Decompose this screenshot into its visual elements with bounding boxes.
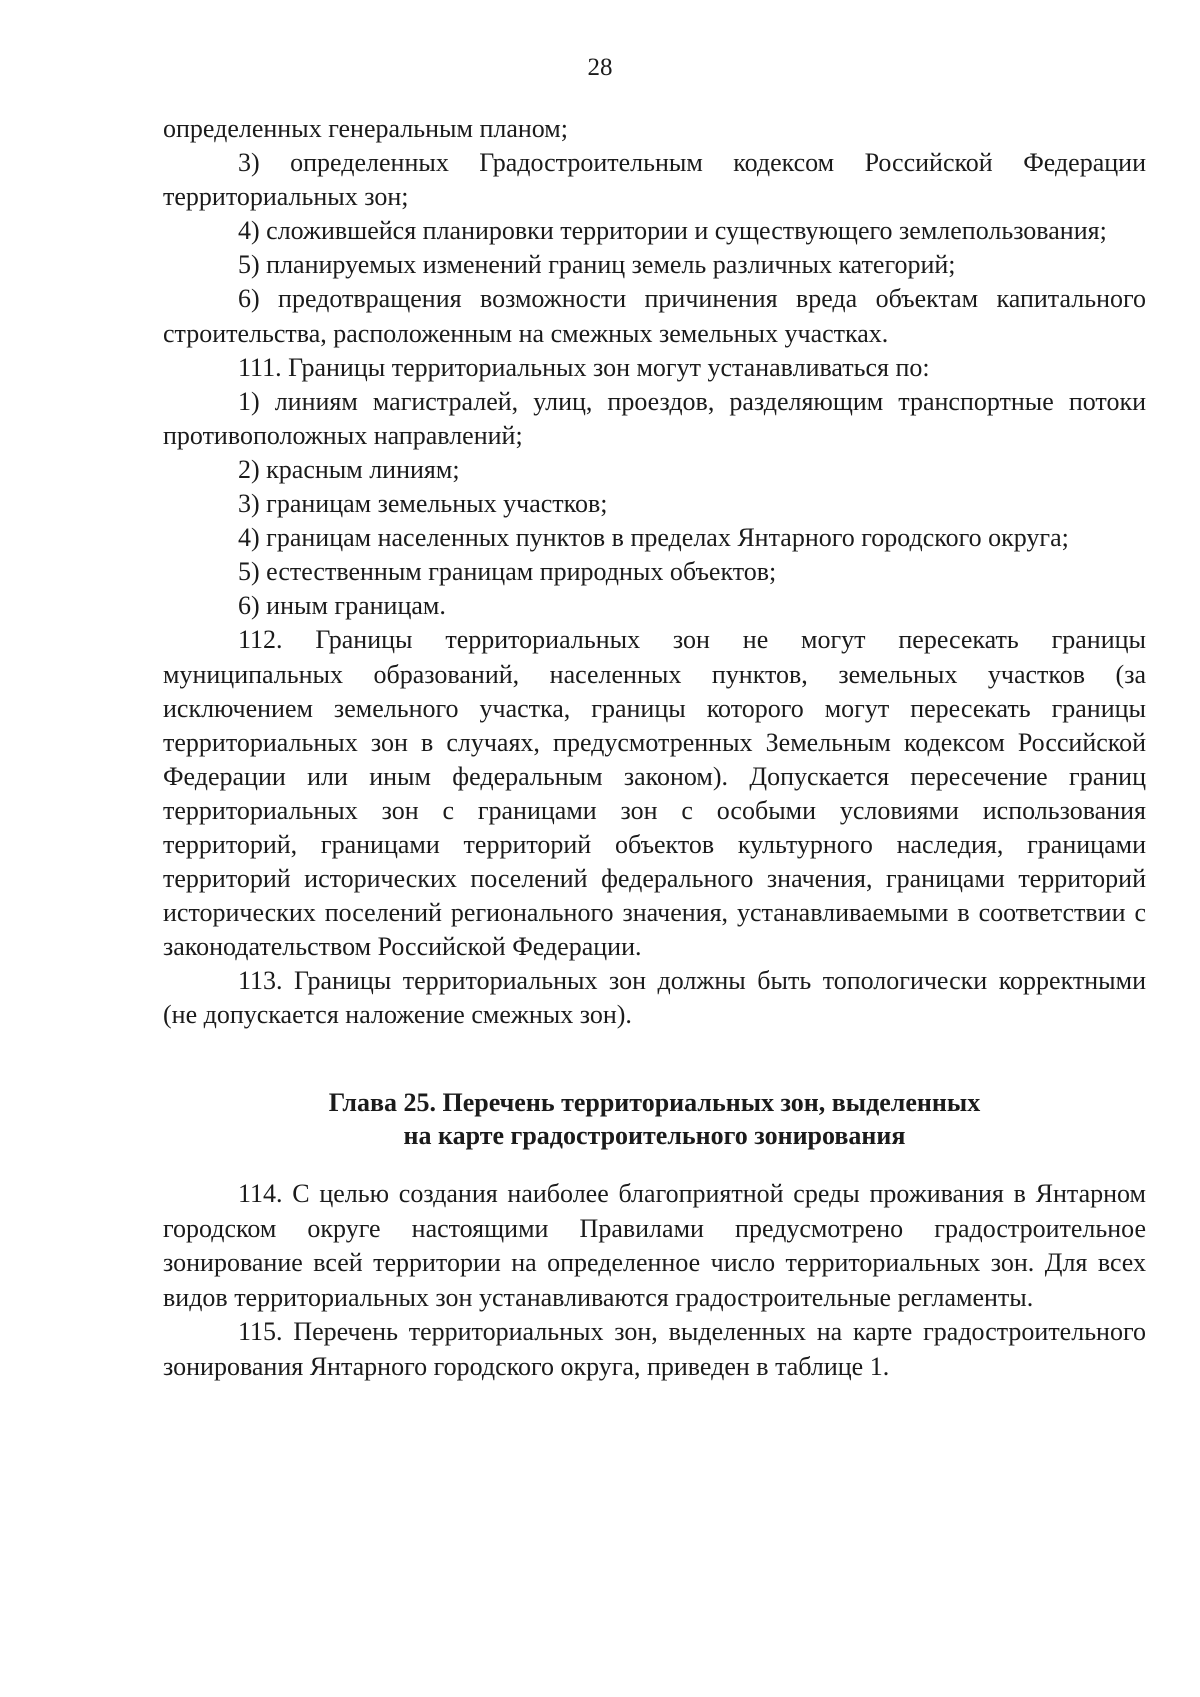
body-text-top <box>163 112 1146 1033</box>
list-item-6-harm-prevention: 6) предотвращения возможности причинения вреда объектам капитального строительства, расположенным на смежных земельных участках. <box>163 284 1146 348</box>
clause-114: 114. С целью создания наиболее благоприятной среды проживания в Янтарном городском округе настоящими Правилами предусмотрено градостроительное зонирование всей территории на определенное число территориальных зон. Для всех видов территориальных зон устанавливаются градостроительные регламенты. <box>163 1179 1146 1312</box>
page-number: 28 <box>587 54 613 81</box>
list-item-3-land-plots: 3) границам земельных участков; <box>238 489 608 519</box>
clause-111: 111. Границы территориальных зон могут устанавливаться по: <box>238 352 930 382</box>
chapter-heading-line-1: Глава 25. Перечень территориальных зон, выделенных <box>328 1088 981 1117</box>
list-item-6-other-borders: 6) иным границам. <box>238 591 446 621</box>
chapter-heading <box>163 1086 1146 1152</box>
list-item-3-zones: 3) определенных Градостроительным кодексом Российской Федерации территориальных зон; <box>163 148 1146 212</box>
list-item-2-red-lines: 2) красным линиям; <box>238 454 460 484</box>
clause-115: 115. Перечень территориальных зон, выделенных на карте градостроительного зонирования Янтарного городского округа, приведен в таблице 1. <box>163 1317 1146 1381</box>
list-item-5-land-categories: 5) планируемых изменений границ земель различных категорий; <box>238 250 956 280</box>
paragraph-continuation: определенных генеральным планом; <box>163 114 568 143</box>
clause-113: 113. Границы территориальных зон должны быть топологически корректными (не допускается наложение смежных зон). <box>163 966 1146 1030</box>
list-item-1-highways: 1) линиям магистралей, улиц, проездов, разделяющим транспортные потоки противоположных направлений; <box>163 386 1146 450</box>
list-item-4-planning: 4) сложившейся планировки территории и существующего землепользования; <box>238 216 1107 246</box>
chapter-heading-line-2: на карте градостроительного зонирования <box>403 1121 906 1150</box>
body-text-bottom <box>163 1177 1146 1384</box>
list-item-5-natural-borders: 5) естественным границам природных объектов; <box>238 557 777 587</box>
clause-112: 112. Границы территориальных зон не могут пересекать границы муниципальных образований, населенных пунктов, земельных участков (за исключением земельного участка, границы которого могут пересекать границы территориальных зон в случаях, предусмотренных Земельным кодексом Российской Федерации или иным федеральным законом). Допускается пересечение границ территориальных зон с границами зон с особыми условиями использования территорий, границами территорий объектов культурного наследия, границами территорий исторических поселений федерального значения, границами территорий исторических поселений регионального значения, устанавливаемыми в соответствии с законодательством Российской Федерации. <box>163 625 1146 962</box>
list-item-4-settlements: 4) границам населенных пунктов в пределах Янтарного городского округа; <box>238 523 1069 553</box>
